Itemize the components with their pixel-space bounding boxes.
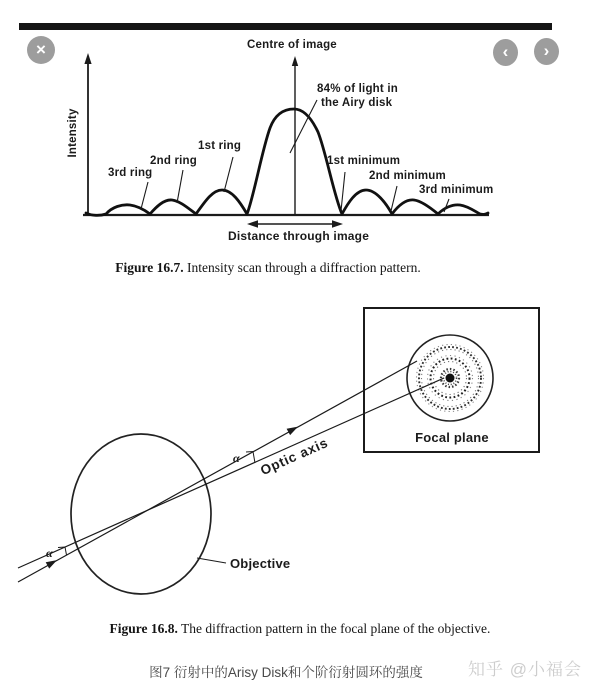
leader-1st-ring (224, 157, 233, 192)
close-icon: × (36, 40, 46, 59)
third-ring-label: 3rd ring (108, 167, 153, 179)
first-minimum-label: 1st minimum (327, 155, 401, 167)
figure-16-8-caption (0, 621, 600, 637)
intensity-axis-label: Intensity (67, 108, 79, 158)
off-axis-ray-line (18, 361, 417, 582)
leader-3rd-ring (141, 182, 148, 209)
distance-arrow-right (332, 220, 343, 227)
chevron-left-icon: ‹ (502, 41, 509, 61)
chevron-right-icon: › (543, 40, 550, 60)
chinese-figure-caption: 图7 衍射中的Arisy Disk和个阶衍射圆环的强度 (149, 665, 423, 680)
alpha-angle-label-left: α (46, 546, 53, 560)
ray-arrowhead-right (287, 427, 298, 436)
airy-percent-label-line2: the Airy disk (321, 97, 393, 109)
optic-axis-label: Optic axis (258, 434, 331, 479)
second-minimum-label: 2nd minimum (369, 170, 446, 182)
centre-line-arrowhead (292, 56, 298, 66)
figure-16-8-caption-text: The diffraction pattern in the focal plane of the objective. (177, 621, 491, 636)
figure-16-7-caption-number: Figure 16.7. (115, 260, 184, 275)
airy-pattern (407, 335, 493, 421)
airy-disk-centre (446, 374, 455, 383)
optic-axis-line (18, 378, 444, 568)
distance-arrow-left (247, 220, 258, 227)
objective-leader (197, 558, 226, 563)
objective-label: Objective (230, 556, 291, 571)
centre-of-image-label: Centre of image (247, 39, 337, 51)
zhihu-watermark: 知乎 @小福会 (468, 660, 582, 679)
figure-16-7-caption (0, 260, 536, 276)
first-ring-label: 1st ring (198, 140, 242, 152)
figure-16-7-caption-text: Intensity scan through a diffraction pattern. (183, 260, 421, 275)
alpha-angle-label-right: α (233, 451, 240, 465)
intensity-curve (86, 109, 488, 215)
leader-1st-minimum (341, 172, 345, 211)
third-minimum-label: 3rd minimum (419, 184, 494, 196)
airy-percent-label-line1: 84% of light in (317, 83, 398, 95)
ray-arrowhead-left (46, 560, 57, 569)
leader-2nd-ring (177, 170, 183, 203)
second-ring-label: 2nd ring (150, 155, 197, 167)
focal-plane-label: Focal plane (415, 430, 489, 445)
figure-16-8-caption-number: Figure 16.8. (109, 621, 178, 636)
distance-axis-label: Distance through image (228, 229, 370, 243)
y-axis-arrowhead (84, 53, 91, 64)
